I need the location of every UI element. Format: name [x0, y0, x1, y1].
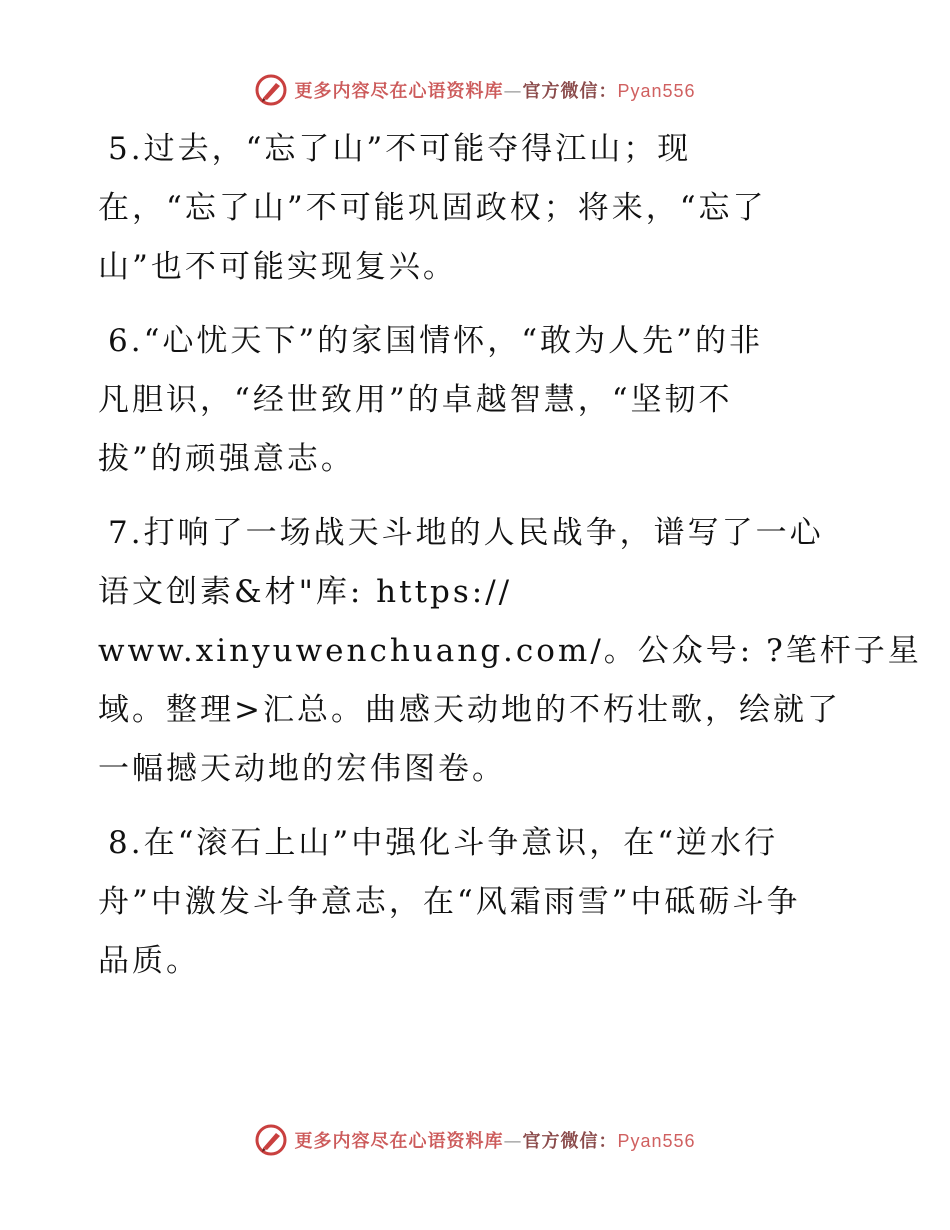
footer-banner-inner [254, 1123, 695, 1157]
paragraph-line: www.xinyuwenchuang.com/。公众号: ?笔杆子星 [98, 633, 922, 669]
paragraph-line: 凡胆识，“经世致用”的卓越智慧，“坚韧不 [98, 382, 733, 418]
paragraph-7 [98, 504, 922, 799]
paragraph-line: 一幅撼天动地的宏伟图卷。 [98, 751, 506, 787]
header-banner-dash: — [503, 81, 523, 102]
paragraph-line: 域。整理>汇总。曲感天动地的不朽壮歌，绘就了 [98, 692, 841, 728]
header-banner-inner [254, 73, 695, 107]
pen-logo-icon [254, 1123, 288, 1157]
footer-banner [0, 1120, 950, 1160]
paragraph-line: 6.“心忧天下”的家国情怀，“敢为人先”的非 [108, 323, 763, 359]
paragraph-line: 8.在“滚石上山”中强化斗争意识，在“逆水行 [108, 825, 779, 861]
paragraph-line: 品质。 [98, 943, 200, 979]
header-banner-text [294, 77, 695, 103]
footer-banner-main: 更多内容尽在心语资料库 [294, 1131, 504, 1152]
paragraph-line: 舟”中激发斗争意志，在“风霜雨雪”中砥砺斗争 [98, 884, 801, 920]
header-banner-main: 更多内容尽在心语资料库 [294, 81, 504, 102]
paragraph-line: 山”也不可能实现复兴。 [98, 249, 457, 285]
header-banner [0, 70, 950, 110]
footer-banner-official: 官方微信： [522, 1131, 618, 1152]
footer-banner-wechat: Pyan556 [617, 1131, 696, 1151]
document-body [98, 120, 922, 1006]
paragraph-8 [98, 814, 858, 991]
paragraph-line: 7.打响了一场战天斗地的人民战争，谱写了一心 [108, 515, 824, 551]
paragraph-6 [98, 312, 858, 489]
paragraph-line: 拔”的顽强意志。 [98, 441, 355, 477]
paragraph-line: 5.过去，“忘了山”不可能夺得江山；现 [108, 131, 692, 167]
paragraph-5 [98, 120, 858, 297]
header-banner-wechat: Pyan556 [617, 81, 696, 101]
pen-logo-icon [254, 73, 288, 107]
header-banner-official: 官方微信： [522, 81, 618, 102]
paragraph-line: 语文创素&材"库: https:// [98, 574, 513, 610]
footer-banner-text [294, 1127, 695, 1153]
paragraph-line: 在，“忘了山”不可能巩固政权；将来，“忘了 [98, 190, 767, 226]
footer-banner-dash: — [503, 1131, 523, 1152]
